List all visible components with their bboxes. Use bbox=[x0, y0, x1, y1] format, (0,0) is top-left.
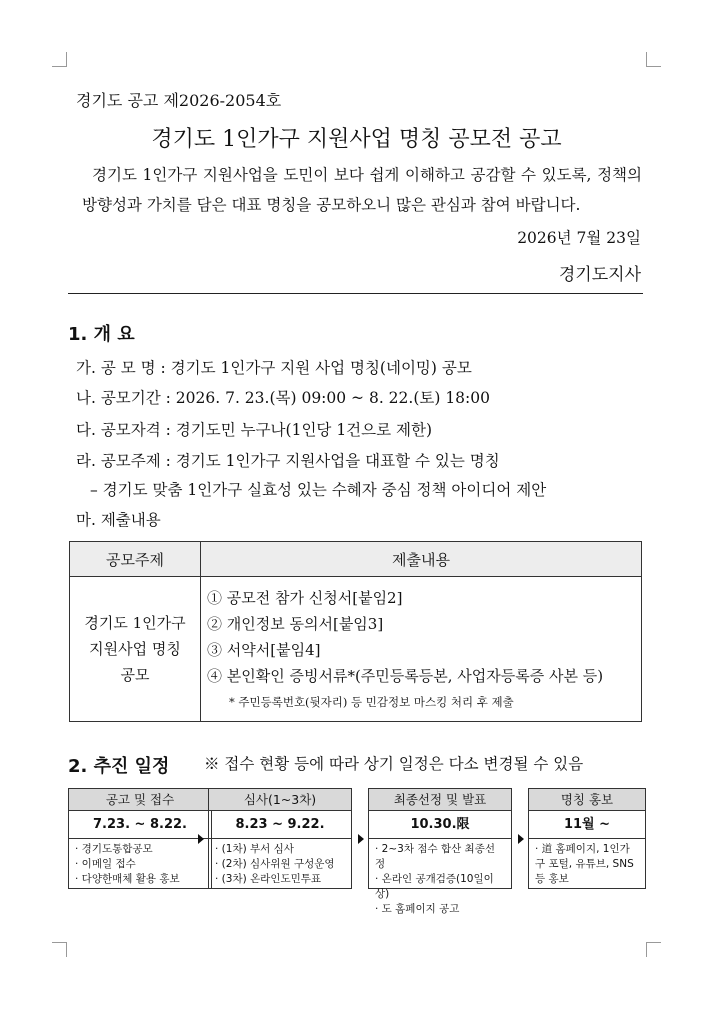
overview-line-submission: 마. 제출내용 bbox=[76, 511, 161, 529]
stage-detail-line: · 이메일 접수 bbox=[75, 858, 136, 870]
submission-table bbox=[69, 541, 642, 722]
submission-item: ④ 본인확인 증빙서류*(주민등록등본, 사업자등록증 사본 등) bbox=[207, 667, 604, 685]
overview-line-topic-detail: – 경기도 맞춤 1인가구 실효성 있는 수혜자 중심 정책 아이디어 제안 bbox=[90, 481, 547, 499]
crop-mark-top-left bbox=[52, 52, 67, 67]
stage-detail-line: · (3차) 온라인도민투표 bbox=[215, 873, 322, 885]
topic-line: 지원사업 명칭 bbox=[89, 640, 181, 658]
signer: 경기도지사 bbox=[558, 265, 641, 285]
topic-line: 공모 bbox=[120, 666, 150, 684]
submission-item: ③ 서약서[붙임4] bbox=[207, 641, 321, 659]
crop-mark-bottom-right bbox=[646, 942, 661, 957]
crop-mark-top-right bbox=[646, 52, 661, 67]
stage-detail-line: · 경기도통합공모 bbox=[75, 843, 153, 855]
section2-heading: 2. 추진 일정 bbox=[68, 756, 170, 777]
overview-line-period: 나. 공모기간 : 2026. 7. 23.(목) 09:00 ~ 8. 22.(토) 18:00 bbox=[76, 389, 490, 407]
stage-details bbox=[369, 839, 511, 920]
table-items-cell bbox=[201, 577, 642, 722]
table-header-content: 제출내용 bbox=[201, 542, 642, 577]
notice-date: 2026년 7월 23일 bbox=[517, 229, 641, 247]
submission-footnote: * 주민등록번호(뒷자리) 등 민감정보 마스킹 처리 후 제출 bbox=[229, 695, 514, 709]
overview-line-topic: 라. 공모주제 : 경기도 1인가구 지원사업을 대표할 수 있는 명칭 bbox=[76, 452, 500, 470]
submission-item: ② 개인정보 동의서[붙임3] bbox=[207, 615, 384, 633]
schedule-stage-promotion bbox=[528, 788, 646, 889]
stage-detail-line: · 2~3차 점수 합산 최종선정 bbox=[375, 843, 495, 870]
schedule-stage-announce bbox=[68, 788, 212, 889]
stage-detail-line: · 온라인 공개검증(10일이상) bbox=[375, 873, 494, 900]
stage-head: 명칭 홍보 bbox=[529, 789, 645, 811]
stage-detail-line: · (1차) 부서 심사 bbox=[215, 843, 294, 855]
stage-head: 최종선정 및 발표 bbox=[369, 789, 511, 811]
stage-head: 공고 및 접수 bbox=[69, 789, 211, 811]
submission-item: ① 공모전 참가 신청서[붙임2] bbox=[207, 589, 403, 607]
stage-detail-line: · 道 홈페이지, 1인가구 포털, 유튜브, SNS 등 홍보 bbox=[535, 843, 634, 885]
crop-mark-bottom-left bbox=[52, 942, 67, 957]
header-divider bbox=[68, 293, 643, 294]
stage-period: 8.23 ~ 9.22. bbox=[209, 811, 351, 839]
topic-line: 경기도 1인가구 bbox=[84, 614, 186, 632]
stage-detail-line: · 다양한매체 활용 홍보 bbox=[75, 873, 180, 885]
stage-period: 7.23. ~ 8.22. bbox=[69, 811, 211, 839]
arrow-right-icon bbox=[358, 834, 364, 844]
notice-number: 경기도 공고 제2026-2054호 bbox=[76, 91, 282, 110]
overview-line-eligibility: 다. 공모자격 : 경기도민 누구나(1인당 1건으로 제한) bbox=[76, 421, 433, 439]
intro-paragraph: 경기도 1인가구 지원사업을 도민이 보다 쉽게 이해하고 공감할 수 있도록, 정책의 방향성과 가치를 담은 대표 명칭을 공모하오니 많은 관심과 참여 바랍니다. bbox=[82, 166, 642, 214]
schedule-stage-review bbox=[208, 788, 352, 889]
stage-period: 10.30.限 bbox=[369, 811, 511, 839]
stage-detail-line: · (2차) 심사위원 구성운영 bbox=[215, 858, 335, 870]
section1-heading: 1. 개 요 bbox=[68, 324, 135, 345]
stage-details bbox=[209, 839, 351, 890]
overview-line-name: 가. 공 모 명 : 경기도 1인가구 지원 사업 명칭(네이밍) 공모 bbox=[76, 359, 472, 377]
stage-period: 11월 ~ bbox=[529, 811, 645, 839]
stage-head: 심사(1~3차) bbox=[209, 789, 351, 811]
schedule-note: ※ 접수 현황 등에 따라 상기 일정은 다소 변경될 수 있음 bbox=[204, 755, 584, 773]
table-topic-cell bbox=[70, 577, 201, 722]
schedule-stage-final bbox=[368, 788, 512, 915]
arrow-right-icon bbox=[518, 834, 524, 844]
document-title: 경기도 1인가구 지원사업 명칭 공모전 공고 bbox=[151, 127, 562, 152]
stage-details bbox=[69, 839, 211, 890]
stage-details bbox=[529, 839, 645, 890]
table-header-topic: 공모주제 bbox=[70, 542, 201, 577]
stage-detail-line: · 도 홈페이지 공고 bbox=[375, 903, 460, 915]
arrow-right-icon bbox=[198, 834, 204, 844]
